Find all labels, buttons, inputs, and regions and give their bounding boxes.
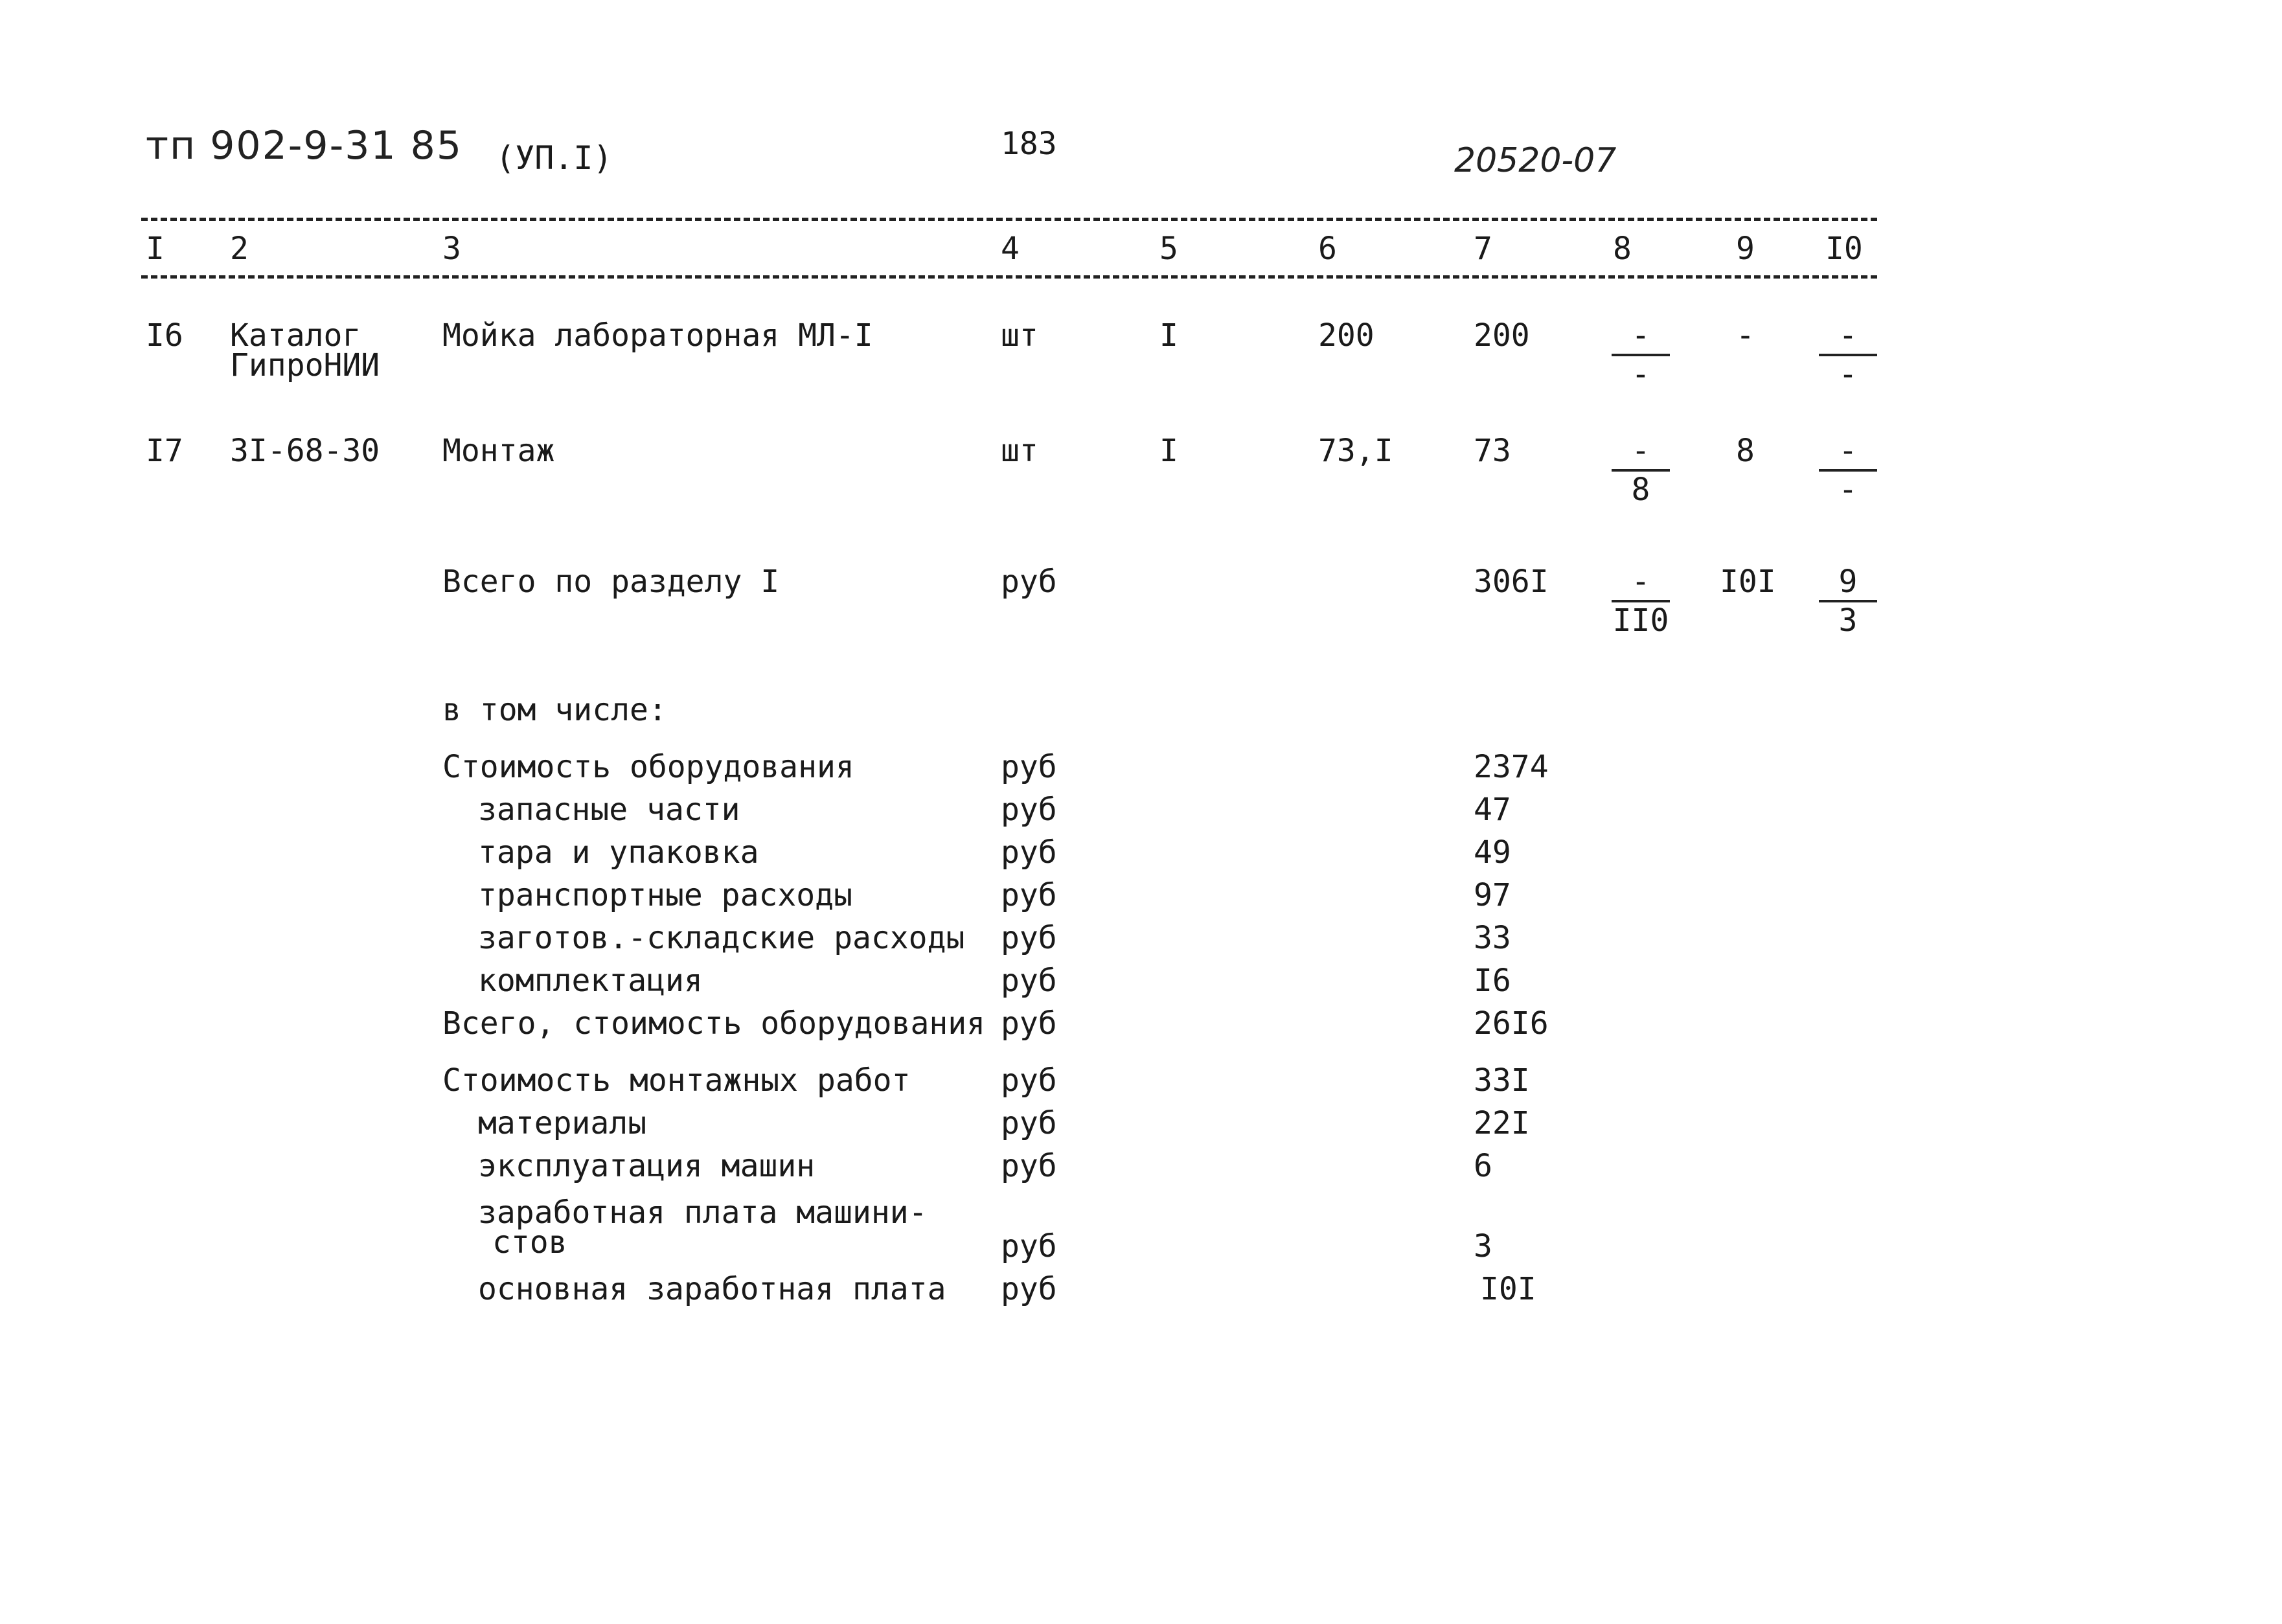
including-label: в том числе: bbox=[442, 692, 667, 728]
column-header-8: 8 bbox=[1613, 231, 1632, 267]
breakdown-value: 97 bbox=[1474, 877, 1511, 913]
row-unit: шт bbox=[1001, 317, 1038, 354]
breakdown-value: I0I bbox=[1480, 1271, 1536, 1307]
breakdown-unit: руб bbox=[1001, 1228, 1057, 1264]
row-col10-fraction bbox=[1819, 434, 1877, 507]
fraction-denominator: II0 bbox=[1612, 602, 1669, 639]
breakdown-label: запасные части bbox=[478, 792, 740, 828]
breakdown-label: заработная плата машини- bbox=[478, 1195, 928, 1231]
fraction-numerator: - bbox=[1838, 317, 1858, 354]
row-price: 73,I bbox=[1318, 433, 1393, 469]
row-col8-fraction bbox=[1612, 434, 1670, 507]
row-total: 73 bbox=[1474, 433, 1511, 469]
section-total-col10-fraction bbox=[1819, 565, 1877, 637]
header-bottom-rule bbox=[141, 275, 1877, 279]
breakdown-label: основная заработная плата bbox=[478, 1271, 946, 1307]
fraction-denominator: 3 bbox=[1838, 602, 1858, 639]
section-total-value: 306I bbox=[1474, 564, 1549, 600]
fraction-denominator: 8 bbox=[1631, 472, 1650, 508]
breakdown-unit: руб bbox=[1001, 1005, 1057, 1042]
row-name: Монтаж bbox=[442, 433, 555, 469]
row-price: 200 bbox=[1318, 317, 1375, 354]
breakdown-unit: руб bbox=[1001, 1271, 1057, 1307]
breakdown-unit: руб bbox=[1001, 834, 1057, 871]
row-col8-fraction bbox=[1612, 319, 1670, 391]
breakdown-label-line2: стов bbox=[492, 1224, 567, 1261]
breakdown-value: 33I bbox=[1474, 1062, 1530, 1099]
breakdown-value: 49 bbox=[1474, 834, 1511, 871]
row-name: Мойка лабораторная МЛ-I bbox=[442, 317, 873, 354]
breakdown-unit: руб bbox=[1001, 749, 1057, 785]
row-reference-line2: ГипроНИИ bbox=[230, 347, 380, 383]
row-col10-fraction bbox=[1819, 319, 1877, 391]
row-quantity: I bbox=[1159, 433, 1178, 469]
row-quantity: I bbox=[1159, 317, 1178, 354]
breakdown-label: Всего, стоимость оборудования bbox=[442, 1005, 986, 1042]
breakdown-label: комплектация bbox=[478, 963, 703, 999]
breakdown-value: 47 bbox=[1474, 792, 1511, 828]
page-number: 183 bbox=[1001, 126, 1057, 162]
breakdown-label: тара и упаковка bbox=[478, 834, 759, 871]
fraction-denominator: - bbox=[1838, 472, 1858, 508]
section-total-col9: I0I bbox=[1720, 564, 1776, 600]
fraction-numerator: - bbox=[1631, 433, 1650, 469]
breakdown-value: 22I bbox=[1474, 1105, 1530, 1141]
breakdown-label: материалы bbox=[478, 1105, 647, 1141]
breakdown-unit: руб bbox=[1001, 1062, 1057, 1099]
fraction-denominator: - bbox=[1838, 356, 1858, 393]
breakdown-label: эксплуатация машин bbox=[478, 1148, 816, 1184]
fraction-numerator: - bbox=[1838, 433, 1858, 469]
fraction-numerator: - bbox=[1631, 564, 1650, 600]
breakdown-label: транспортные расходы bbox=[478, 877, 852, 913]
document-reference: тп 902-9-31 85 bbox=[146, 123, 463, 168]
row-total: 200 bbox=[1474, 317, 1530, 354]
row-col9: 8 bbox=[1736, 433, 1755, 469]
album-label: (УП.I) bbox=[496, 139, 613, 177]
breakdown-unit: руб bbox=[1001, 1148, 1057, 1184]
breakdown-unit: руб bbox=[1001, 877, 1057, 913]
breakdown-unit: руб bbox=[1001, 1105, 1057, 1141]
breakdown-label: заготов.-складские расходы bbox=[478, 920, 965, 956]
breakdown-unit: руб bbox=[1001, 792, 1057, 828]
column-header-2: 2 bbox=[230, 231, 249, 267]
column-header-9: 9 bbox=[1736, 231, 1755, 267]
document-code: 20520-07 bbox=[1454, 141, 1617, 180]
row-number: I7 bbox=[146, 433, 183, 469]
row-number: I6 bbox=[146, 317, 183, 354]
fraction-denominator: - bbox=[1631, 356, 1650, 393]
row-unit: шт bbox=[1001, 433, 1038, 469]
row-reference: Каталог bbox=[230, 317, 361, 354]
breakdown-value: 6 bbox=[1474, 1148, 1492, 1184]
breakdown-label: Стоимость оборудования bbox=[442, 749, 854, 785]
row-reference: 3I-68-30 bbox=[230, 433, 380, 469]
column-header-6: 6 bbox=[1318, 231, 1337, 267]
column-header-1: I bbox=[146, 231, 165, 267]
column-header-5: 5 bbox=[1159, 231, 1178, 267]
breakdown-unit: руб bbox=[1001, 920, 1057, 956]
row-col9: - bbox=[1736, 317, 1755, 354]
breakdown-value: 33 bbox=[1474, 920, 1511, 956]
section-total-unit: руб bbox=[1001, 564, 1057, 600]
column-header-3: 3 bbox=[442, 231, 461, 267]
column-header-10: I0 bbox=[1825, 231, 1863, 267]
column-header-4: 4 bbox=[1001, 231, 1020, 267]
section-total-label: Всего по разделу I bbox=[442, 564, 780, 600]
breakdown-value: 26I6 bbox=[1474, 1005, 1549, 1042]
fraction-numerator: 9 bbox=[1838, 564, 1858, 600]
breakdown-unit: руб bbox=[1001, 963, 1057, 999]
breakdown-label: Стоимость монтажных работ bbox=[442, 1062, 911, 1099]
fraction-numerator: - bbox=[1631, 317, 1650, 354]
breakdown-value: I6 bbox=[1474, 963, 1511, 999]
section-total-col8-fraction bbox=[1599, 565, 1683, 637]
column-header-7: 7 bbox=[1474, 231, 1492, 267]
breakdown-value: 2374 bbox=[1474, 749, 1549, 785]
header-top-rule bbox=[141, 218, 1877, 221]
breakdown-value: 3 bbox=[1474, 1228, 1492, 1264]
